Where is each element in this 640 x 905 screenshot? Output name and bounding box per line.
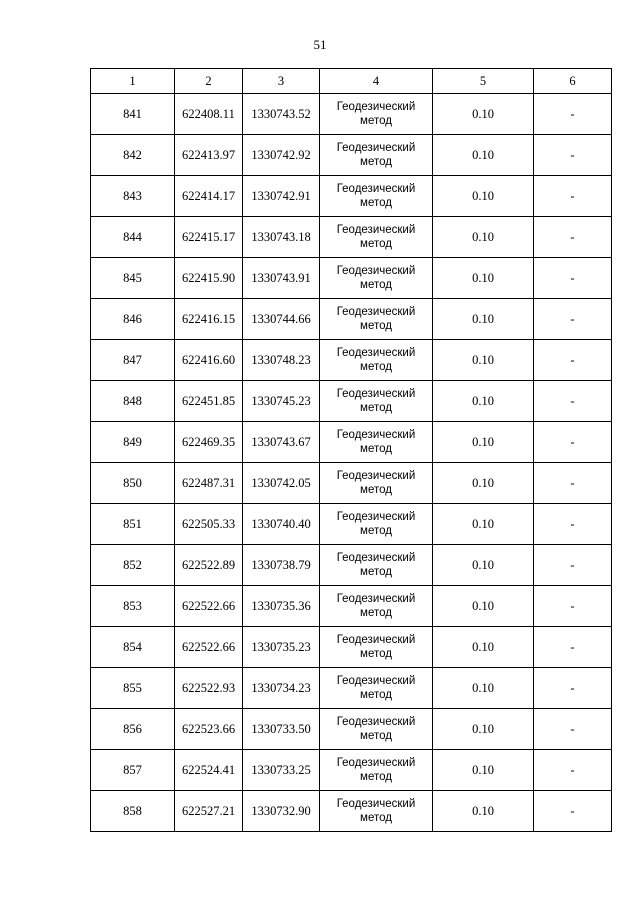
y-coordinate-cell: 1330743.91 xyxy=(243,258,320,299)
method-cell: Геодезический метод xyxy=(320,217,433,258)
note-cell: - xyxy=(534,463,612,504)
table-row xyxy=(91,627,612,668)
note-cell: - xyxy=(534,750,612,791)
table-row xyxy=(91,381,612,422)
note-cell: - xyxy=(534,627,612,668)
point-number-cell: 858 xyxy=(91,791,175,832)
table-header-row xyxy=(91,69,612,94)
note-cell: - xyxy=(534,258,612,299)
y-coordinate-cell: 1330734.23 xyxy=(243,668,320,709)
method-cell: Геодезический метод xyxy=(320,668,433,709)
accuracy-cell: 0.10 xyxy=(433,627,534,668)
table-row xyxy=(91,94,612,135)
accuracy-cell: 0.10 xyxy=(433,750,534,791)
note-cell: - xyxy=(534,94,612,135)
method-cell: Геодезический метод xyxy=(320,545,433,586)
column-header-2: 2 xyxy=(175,69,243,94)
table-row xyxy=(91,504,612,545)
method-cell: Геодезический метод xyxy=(320,504,433,545)
column-header-6: 6 xyxy=(534,69,612,94)
table-row xyxy=(91,217,612,258)
point-number-cell: 855 xyxy=(91,668,175,709)
column-header-1: 1 xyxy=(91,69,175,94)
table-row xyxy=(91,791,612,832)
table-row xyxy=(91,709,612,750)
accuracy-cell: 0.10 xyxy=(433,545,534,586)
y-coordinate-cell: 1330743.18 xyxy=(243,217,320,258)
note-cell: - xyxy=(534,340,612,381)
accuracy-cell: 0.10 xyxy=(433,586,534,627)
note-cell: - xyxy=(534,586,612,627)
accuracy-cell: 0.10 xyxy=(433,504,534,545)
note-cell: - xyxy=(534,709,612,750)
point-number-cell: 849 xyxy=(91,422,175,463)
accuracy-cell: 0.10 xyxy=(433,668,534,709)
note-cell: - xyxy=(534,791,612,832)
accuracy-cell: 0.10 xyxy=(433,463,534,504)
method-cell: Геодезический метод xyxy=(320,176,433,217)
accuracy-cell: 0.10 xyxy=(433,422,534,463)
x-coordinate-cell: 622522.93 xyxy=(175,668,243,709)
table-row xyxy=(91,258,612,299)
column-header-3: 3 xyxy=(243,69,320,94)
y-coordinate-cell: 1330738.79 xyxy=(243,545,320,586)
y-coordinate-cell: 1330733.50 xyxy=(243,709,320,750)
note-cell: - xyxy=(534,135,612,176)
y-coordinate-cell: 1330732.90 xyxy=(243,791,320,832)
method-cell: Геодезический метод xyxy=(320,627,433,668)
point-number-cell: 853 xyxy=(91,586,175,627)
accuracy-cell: 0.10 xyxy=(433,381,534,422)
table-row xyxy=(91,340,612,381)
column-header-4: 4 xyxy=(320,69,433,94)
note-cell: - xyxy=(534,668,612,709)
point-number-cell: 848 xyxy=(91,381,175,422)
accuracy-cell: 0.10 xyxy=(433,135,534,176)
y-coordinate-cell: 1330742.92 xyxy=(243,135,320,176)
accuracy-cell: 0.10 xyxy=(433,258,534,299)
x-coordinate-cell: 622451.85 xyxy=(175,381,243,422)
method-cell: Геодезический метод xyxy=(320,94,433,135)
point-number-cell: 845 xyxy=(91,258,175,299)
y-coordinate-cell: 1330742.91 xyxy=(243,176,320,217)
page-number: 51 xyxy=(313,37,327,52)
y-coordinate-cell: 1330733.25 xyxy=(243,750,320,791)
table-row xyxy=(91,545,612,586)
point-number-cell: 851 xyxy=(91,504,175,545)
point-number-cell: 854 xyxy=(91,627,175,668)
note-cell: - xyxy=(534,545,612,586)
x-coordinate-cell: 622522.89 xyxy=(175,545,243,586)
y-coordinate-cell: 1330744.66 xyxy=(243,299,320,340)
accuracy-cell: 0.10 xyxy=(433,176,534,217)
method-cell: Геодезический метод xyxy=(320,135,433,176)
table-row xyxy=(91,750,612,791)
method-cell: Геодезический метод xyxy=(320,299,433,340)
method-cell: Геодезический метод xyxy=(320,340,433,381)
point-number-cell: 844 xyxy=(91,217,175,258)
note-cell: - xyxy=(534,422,612,463)
table-row xyxy=(91,176,612,217)
y-coordinate-cell: 1330740.40 xyxy=(243,504,320,545)
point-number-cell: 852 xyxy=(91,545,175,586)
point-number-cell: 841 xyxy=(91,94,175,135)
x-coordinate-cell: 622522.66 xyxy=(175,586,243,627)
accuracy-cell: 0.10 xyxy=(433,299,534,340)
table-row xyxy=(91,299,612,340)
x-coordinate-cell: 622527.21 xyxy=(175,791,243,832)
method-cell: Геодезический метод xyxy=(320,586,433,627)
y-coordinate-cell: 1330743.67 xyxy=(243,422,320,463)
y-coordinate-cell: 1330748.23 xyxy=(243,340,320,381)
x-coordinate-cell: 622523.66 xyxy=(175,709,243,750)
accuracy-cell: 0.10 xyxy=(433,791,534,832)
method-cell: Геодезический метод xyxy=(320,709,433,750)
y-coordinate-cell: 1330735.36 xyxy=(243,586,320,627)
accuracy-cell: 0.10 xyxy=(433,94,534,135)
point-number-cell: 857 xyxy=(91,750,175,791)
x-coordinate-cell: 622416.60 xyxy=(175,340,243,381)
method-cell: Геодезический метод xyxy=(320,463,433,504)
x-coordinate-cell: 622469.35 xyxy=(175,422,243,463)
note-cell: - xyxy=(534,217,612,258)
table-row xyxy=(91,668,612,709)
x-coordinate-cell: 622524.41 xyxy=(175,750,243,791)
x-coordinate-cell: 622505.33 xyxy=(175,504,243,545)
y-coordinate-cell: 1330735.23 xyxy=(243,627,320,668)
point-number-cell: 842 xyxy=(91,135,175,176)
y-coordinate-cell: 1330743.52 xyxy=(243,94,320,135)
point-number-cell: 856 xyxy=(91,709,175,750)
table-row xyxy=(91,463,612,504)
accuracy-cell: 0.10 xyxy=(433,217,534,258)
point-number-cell: 850 xyxy=(91,463,175,504)
table-row xyxy=(91,135,612,176)
y-coordinate-cell: 1330742.05 xyxy=(243,463,320,504)
method-cell: Геодезический метод xyxy=(320,258,433,299)
point-number-cell: 847 xyxy=(91,340,175,381)
accuracy-cell: 0.10 xyxy=(433,340,534,381)
x-coordinate-cell: 622487.31 xyxy=(175,463,243,504)
note-cell: - xyxy=(534,504,612,545)
x-coordinate-cell: 622415.90 xyxy=(175,258,243,299)
x-coordinate-cell: 622416.15 xyxy=(175,299,243,340)
note-cell: - xyxy=(534,176,612,217)
point-number-cell: 846 xyxy=(91,299,175,340)
y-coordinate-cell: 1330745.23 xyxy=(243,381,320,422)
method-cell: Геодезический метод xyxy=(320,381,433,422)
method-cell: Геодезический метод xyxy=(320,422,433,463)
note-cell: - xyxy=(534,381,612,422)
accuracy-cell: 0.10 xyxy=(433,709,534,750)
x-coordinate-cell: 622408.11 xyxy=(175,94,243,135)
note-cell: - xyxy=(534,299,612,340)
column-header-5: 5 xyxy=(433,69,534,94)
x-coordinate-cell: 622415.17 xyxy=(175,217,243,258)
x-coordinate-cell: 622413.97 xyxy=(175,135,243,176)
x-coordinate-cell: 622522.66 xyxy=(175,627,243,668)
method-cell: Геодезический метод xyxy=(320,791,433,832)
table-row xyxy=(91,586,612,627)
method-cell: Геодезический метод xyxy=(320,750,433,791)
table-row xyxy=(91,422,612,463)
x-coordinate-cell: 622414.17 xyxy=(175,176,243,217)
table-body xyxy=(91,94,612,832)
coordinates-table xyxy=(90,68,612,832)
point-number-cell: 843 xyxy=(91,176,175,217)
